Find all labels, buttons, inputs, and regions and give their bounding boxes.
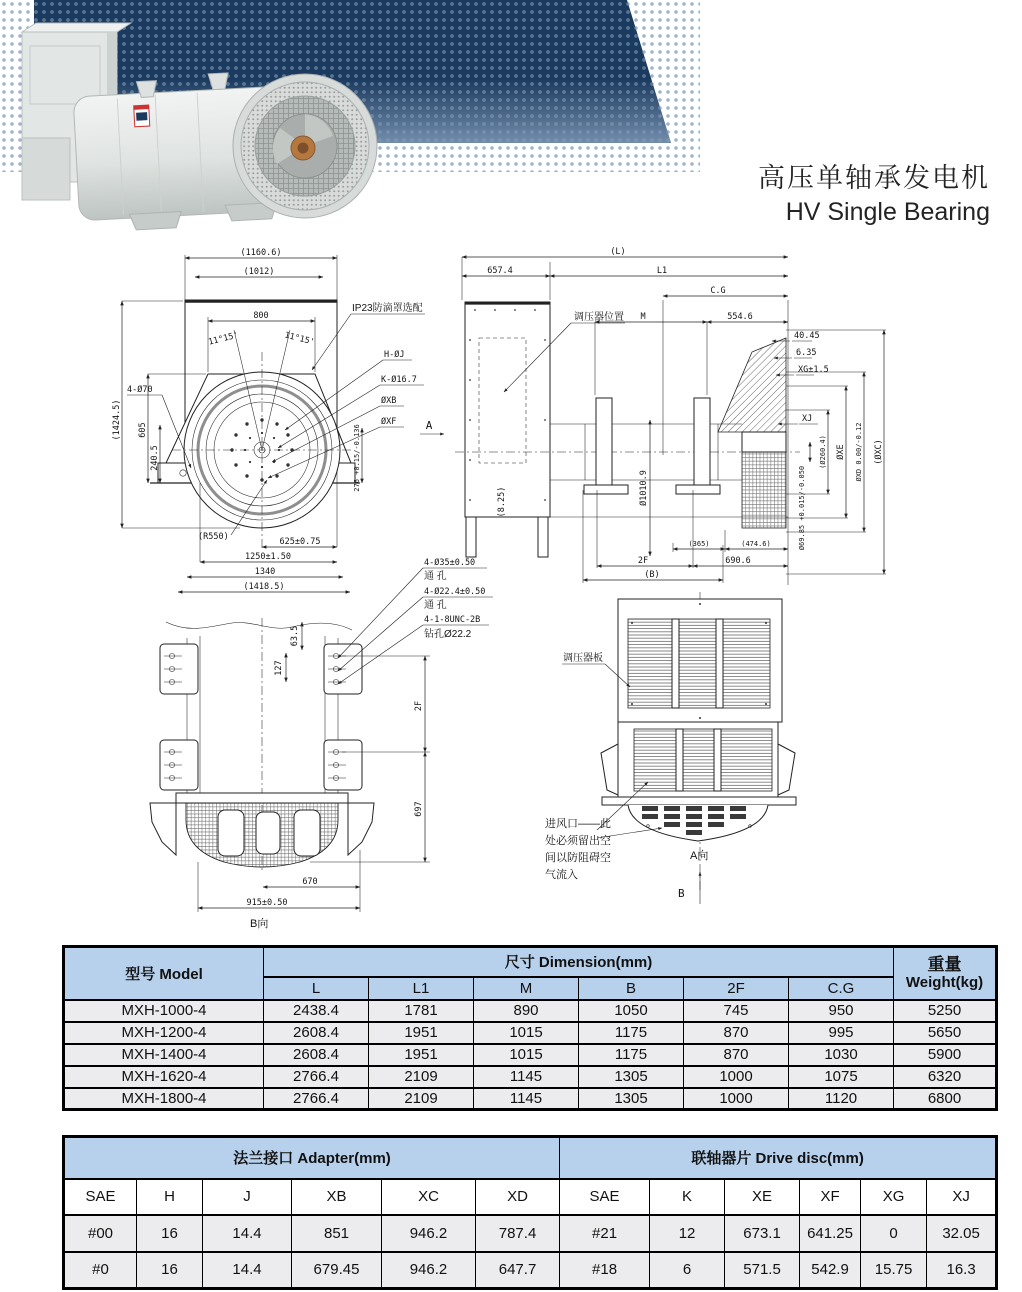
cell: 2608.4 bbox=[264, 1022, 369, 1044]
dim-angle-left: 11°15' bbox=[207, 330, 240, 348]
dim-L: (L) bbox=[610, 247, 626, 257]
note-inlet-1: 进风口——此 bbox=[545, 818, 611, 830]
note-inlet-2: 处必须留出空 bbox=[545, 835, 611, 847]
dim-554: 554.6 bbox=[727, 312, 753, 322]
dim-B: (B) bbox=[644, 570, 660, 580]
table-row bbox=[64, 1215, 997, 1252]
table-row bbox=[64, 1137, 997, 1179]
dim-697: 697 bbox=[414, 801, 424, 817]
section-a-label: A bbox=[425, 419, 433, 432]
hole-label-1: 4-Ø35±0.50 bbox=[424, 558, 476, 568]
header-dimension: 尺寸 Dimension(mm) bbox=[264, 947, 894, 977]
note-inlet-4: 气流入 bbox=[545, 869, 578, 881]
col-sae: SAE bbox=[64, 1179, 137, 1215]
cell: 14.4 bbox=[203, 1252, 292, 1289]
hole-label-3-cn: 钻孔Ø22.2 bbox=[424, 629, 472, 640]
dim-2f-bottom: 2F bbox=[414, 700, 424, 712]
cell: 1175 bbox=[579, 1022, 684, 1044]
cell: 16 bbox=[137, 1252, 203, 1289]
label-h-oj: H-ØJ bbox=[384, 350, 405, 360]
page-title bbox=[758, 156, 990, 227]
header-weight bbox=[894, 947, 997, 1000]
cell: 890 bbox=[474, 1000, 579, 1022]
dim-915: 915±0.50 bbox=[246, 898, 288, 908]
adapter-drive-table bbox=[62, 1135, 998, 1290]
dim-474: (474.6) bbox=[741, 540, 771, 548]
cell: 6320 bbox=[894, 1066, 997, 1088]
dim-8-25: (8.25) bbox=[497, 486, 507, 518]
cell: 2766.4 bbox=[264, 1088, 369, 1110]
cell: MXH-1000-4 bbox=[64, 1000, 264, 1022]
dim-605: 605 bbox=[138, 422, 148, 438]
cell: MXH-1200-4 bbox=[64, 1022, 264, 1044]
dim-oxc: (ØXC) bbox=[874, 439, 884, 465]
cell: 1000 bbox=[684, 1066, 789, 1088]
cell: 673.1 bbox=[725, 1215, 800, 1252]
cell: 0 bbox=[861, 1215, 927, 1252]
cell: 16.3 bbox=[927, 1252, 997, 1289]
col-L: L bbox=[264, 977, 369, 1000]
cell: 32.05 bbox=[927, 1215, 997, 1252]
cell: 571.5 bbox=[725, 1252, 800, 1289]
cell: 1015 bbox=[474, 1044, 579, 1066]
cell: 1145 bbox=[474, 1066, 579, 1088]
page-title-cn: 高压单轴承发电机 bbox=[758, 163, 990, 193]
col-B: B bbox=[579, 977, 684, 1000]
cell: #00 bbox=[64, 1215, 137, 1252]
table-row bbox=[64, 1022, 997, 1044]
cell: 870 bbox=[684, 1022, 789, 1044]
dim-690: 690.6 bbox=[725, 556, 751, 566]
cell: 851 bbox=[292, 1215, 382, 1252]
col-xb: XB bbox=[292, 1179, 382, 1215]
col-CG: C.G bbox=[789, 977, 894, 1000]
dim-276: 276 +0.15/-0.136 bbox=[353, 424, 361, 492]
side-view-drawing bbox=[455, 247, 886, 585]
col-xj: XJ bbox=[927, 1179, 997, 1215]
note-inlet-3: 间以防阻碍空 bbox=[545, 852, 611, 864]
table-row bbox=[64, 1179, 997, 1215]
table-row bbox=[64, 1066, 997, 1088]
cell: 15.75 bbox=[861, 1252, 927, 1289]
hole-label-1-cn: 通 孔 bbox=[424, 571, 447, 582]
cell: 5250 bbox=[894, 1000, 997, 1022]
label-oxb: ØXB bbox=[381, 396, 397, 406]
dim-6-35: 6.35 bbox=[796, 348, 817, 358]
dim-1418: (1418.5) bbox=[243, 582, 285, 592]
col-sae2: SAE bbox=[560, 1179, 650, 1215]
col-xg: XG bbox=[861, 1179, 927, 1215]
hole-label-2: 4-Ø22.4±0.50 bbox=[424, 587, 486, 597]
arrow-b-label: B bbox=[678, 887, 685, 900]
cell: 1951 bbox=[369, 1044, 474, 1066]
dim-365: (365) bbox=[688, 540, 710, 548]
dim-xj: XJ bbox=[802, 414, 813, 424]
dim-oxe: ØXE bbox=[836, 444, 846, 460]
cell: 12 bbox=[650, 1215, 725, 1252]
cell: 1175 bbox=[579, 1044, 684, 1066]
top-view-drawing bbox=[545, 592, 796, 904]
cell: 2109 bbox=[369, 1088, 474, 1110]
label-k-16-7: K-Ø16.7 bbox=[381, 375, 417, 385]
col-xe: XE bbox=[725, 1179, 800, 1215]
col-L1: L1 bbox=[369, 977, 474, 1000]
label-oxf: ØXF bbox=[381, 417, 397, 427]
cell: 6 bbox=[650, 1252, 725, 1289]
cell: 14.4 bbox=[203, 1215, 292, 1252]
cell: 995 bbox=[789, 1022, 894, 1044]
dim-63-5: 63.5 bbox=[290, 625, 300, 647]
dim-260: (Ø260.4) bbox=[819, 435, 827, 469]
end-ring bbox=[233, 74, 377, 218]
dim-40-45: 40.45 bbox=[794, 331, 820, 341]
cell: 16 bbox=[137, 1215, 203, 1252]
cell: MXH-1400-4 bbox=[64, 1044, 264, 1066]
col-2F: 2F bbox=[684, 977, 789, 1000]
view-label-b: B向 bbox=[250, 918, 269, 930]
table-row bbox=[64, 1000, 997, 1022]
dim-670: 670 bbox=[302, 877, 318, 887]
dim-1012: (1012) bbox=[243, 267, 275, 277]
col-k: K bbox=[650, 1179, 725, 1215]
cell: #21 bbox=[560, 1215, 650, 1252]
front-view-drawing bbox=[112, 248, 444, 592]
header-adapter: 法兰接口 Adapter(mm) bbox=[64, 1137, 560, 1179]
cell: 745 bbox=[684, 1000, 789, 1022]
cell: 1015 bbox=[474, 1022, 579, 1044]
dim-1424: (1424.5) bbox=[112, 399, 122, 441]
dim-oxd: ØXD 0.00/-0.12 bbox=[855, 422, 863, 482]
header-model: 型号 Model bbox=[64, 947, 264, 1000]
note-regulator-panel: 调压器板 bbox=[563, 653, 603, 664]
dim-800: 800 bbox=[253, 311, 269, 321]
col-j: J bbox=[203, 1179, 292, 1215]
cell: 1050 bbox=[579, 1000, 684, 1022]
dimension-table bbox=[62, 945, 998, 1111]
table-row bbox=[64, 1252, 997, 1289]
header-weight-en: Weight(kg) bbox=[905, 974, 984, 992]
generator-photo bbox=[8, 18, 380, 236]
cell: 1075 bbox=[789, 1066, 894, 1088]
cell: 2109 bbox=[369, 1066, 474, 1088]
cell: 641.25 bbox=[800, 1215, 861, 1252]
header-weight-cn: 重量 bbox=[927, 955, 962, 975]
cell: #18 bbox=[560, 1252, 650, 1289]
cell: 679.45 bbox=[292, 1252, 382, 1289]
header-drive-disc: 联轴器片 Drive disc(mm) bbox=[560, 1137, 997, 1179]
page-title-en: HV Single Bearing bbox=[785, 198, 990, 226]
col-xc: XC bbox=[382, 1179, 476, 1215]
dim-657: 657.4 bbox=[487, 266, 513, 276]
table-row bbox=[64, 1088, 997, 1110]
note-ip23: IP23防滴罩选配 bbox=[352, 303, 423, 314]
cell: 2766.4 bbox=[264, 1066, 369, 1088]
cell: 5900 bbox=[894, 1044, 997, 1066]
dim-625: 625±0.75 bbox=[279, 537, 321, 547]
col-xd: XD bbox=[476, 1179, 560, 1215]
cell: 1305 bbox=[579, 1088, 684, 1110]
hole-label-2-cn: 通 孔 bbox=[424, 600, 447, 611]
dim-r550: (R550) bbox=[198, 532, 229, 542]
label-4-d70: 4-Ø70 bbox=[127, 385, 153, 395]
table-row bbox=[64, 947, 997, 977]
cell: 2438.4 bbox=[264, 1000, 369, 1022]
engineering-drawings bbox=[0, 245, 1022, 945]
cell: 946.2 bbox=[382, 1252, 476, 1289]
cell: MXH-1800-4 bbox=[64, 1088, 264, 1110]
dim-M: M bbox=[640, 312, 646, 322]
dim-1250: 1250±1.50 bbox=[244, 552, 292, 562]
cell: 5650 bbox=[894, 1022, 997, 1044]
table-row bbox=[64, 1044, 997, 1066]
dim-240-5: 240.5 bbox=[150, 445, 160, 471]
cell: 1000 bbox=[684, 1088, 789, 1110]
dim-1340: 1340 bbox=[254, 567, 276, 577]
dim-1010: Ø1010.9 bbox=[639, 470, 649, 506]
dim-69-85: Ø69.85 +0.015/-0.050 bbox=[798, 465, 806, 551]
hole-label-3: 4-1-8UNC-2B bbox=[424, 615, 481, 625]
cell: 870 bbox=[684, 1044, 789, 1066]
brand-label bbox=[134, 105, 150, 127]
dim-cg: C.G bbox=[710, 286, 726, 296]
cell: 1305 bbox=[579, 1066, 684, 1088]
dim-L1: L1 bbox=[656, 266, 668, 276]
cell: 647.7 bbox=[476, 1252, 560, 1289]
dim-xg: XG±1.5 bbox=[798, 365, 829, 375]
cell: 787.4 bbox=[476, 1215, 560, 1252]
cell: #0 bbox=[64, 1252, 137, 1289]
col-xf: XF bbox=[800, 1179, 861, 1215]
dim-angle-right: 11°15' bbox=[283, 330, 316, 348]
cell: 6800 bbox=[894, 1088, 997, 1110]
dim-127: 127 bbox=[274, 660, 284, 676]
cell: 950 bbox=[789, 1000, 894, 1022]
cell: 1951 bbox=[369, 1022, 474, 1044]
cell: 1781 bbox=[369, 1000, 474, 1022]
cell: 542.9 bbox=[800, 1252, 861, 1289]
dim-1160: (1160.6) bbox=[240, 248, 282, 258]
note-regulator-position: 调压器位置 bbox=[574, 312, 624, 323]
cell: 1145 bbox=[474, 1088, 579, 1110]
dim-2f-side: 2F bbox=[637, 556, 649, 566]
cell: 2608.4 bbox=[264, 1044, 369, 1066]
view-label-a: A向 bbox=[690, 850, 709, 862]
cell: 946.2 bbox=[382, 1215, 476, 1252]
col-h: H bbox=[137, 1179, 203, 1215]
cell: 1030 bbox=[789, 1044, 894, 1066]
cell: MXH-1620-4 bbox=[64, 1066, 264, 1088]
cell: 1120 bbox=[789, 1088, 894, 1110]
col-M: M bbox=[474, 977, 579, 1000]
